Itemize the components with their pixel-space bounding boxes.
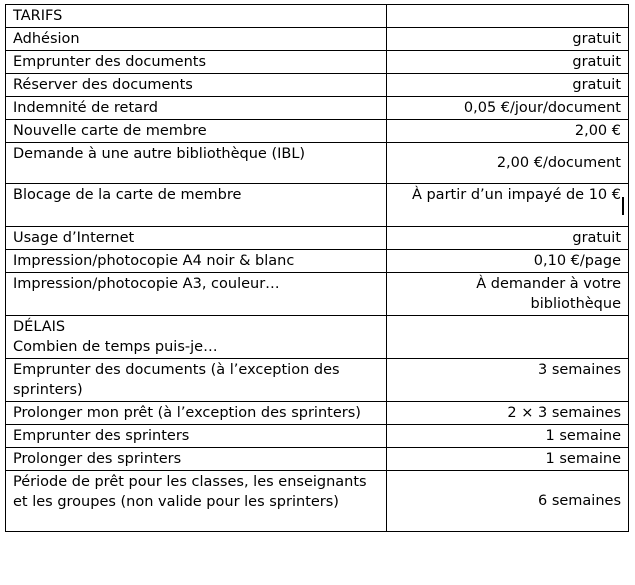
row-label: Impression/photocopie A4 noir & blanc (6, 250, 387, 273)
row-value: 2 × 3 semaines (387, 402, 629, 425)
table-row (6, 425, 629, 448)
table-row (6, 120, 629, 143)
row-value: gratuit (387, 227, 629, 250)
table-row (6, 273, 629, 316)
row-label: Usage d’Internet (6, 227, 387, 250)
table-row (6, 97, 629, 120)
row-value: À partir d’un impayé de 10 € (387, 184, 629, 227)
delays-heading-empty-cell (387, 316, 629, 359)
table-row (6, 51, 629, 74)
row-value: 2,00 € (387, 120, 629, 143)
row-label: Blocage de la carte de membre (6, 184, 387, 227)
row-value: 0,10 €/page (387, 250, 629, 273)
table-row (6, 184, 629, 227)
row-value: À demander à votre bibliothèque (387, 273, 629, 316)
tariffs-heading: TARIFS (6, 5, 387, 28)
row-label: Réserver des documents (6, 74, 387, 97)
delays-heading-cell (6, 316, 387, 359)
table-row (6, 250, 629, 273)
row-value: 1 semaine (387, 425, 629, 448)
delays-heading-row (6, 316, 629, 359)
table-row (6, 448, 629, 471)
row-label: Prolonger mon prêt (à l’exception des sprinters) (6, 402, 387, 425)
row-label: Emprunter des documents (à l’exception des sprinters) (6, 359, 387, 402)
row-value: gratuit (387, 51, 629, 74)
delays-subheading: Combien de temps puis-je… (13, 339, 218, 355)
tariffs-table (5, 4, 629, 532)
row-label: Impression/photocopie A3, couleur… (6, 273, 387, 316)
row-label: Période de prêt pour les classes, les enseignants et les groupes (non valide pour les sprinters) (6, 471, 387, 532)
row-value: 6 semaines (387, 471, 629, 532)
row-label: Emprunter des documents (6, 51, 387, 74)
row-label: Prolonger des sprinters (6, 448, 387, 471)
table-row (6, 28, 629, 51)
row-value: 0,05 €/jour/document (387, 97, 629, 120)
delays-heading: DÉLAIS (13, 319, 66, 335)
row-label: Nouvelle carte de membre (6, 120, 387, 143)
table-row (6, 74, 629, 97)
row-value: gratuit (387, 74, 629, 97)
table-row (6, 227, 629, 250)
row-value: 3 semaines (387, 359, 629, 402)
row-value: 2,00 €/document (387, 143, 629, 184)
row-value: 1 semaine (387, 448, 629, 471)
row-label: Indemnité de retard (6, 97, 387, 120)
text-cursor (622, 197, 624, 215)
row-label: Emprunter des sprinters (6, 425, 387, 448)
tariffs-heading-empty-cell (387, 5, 629, 28)
table-row (6, 143, 629, 184)
row-label: Demande à une autre bibliothèque (IBL) (6, 143, 387, 184)
table-row (6, 471, 629, 532)
table-row (6, 359, 629, 402)
table-row (6, 402, 629, 425)
row-value: gratuit (387, 28, 629, 51)
tariffs-heading-row (6, 5, 629, 28)
row-label: Adhésion (6, 28, 387, 51)
